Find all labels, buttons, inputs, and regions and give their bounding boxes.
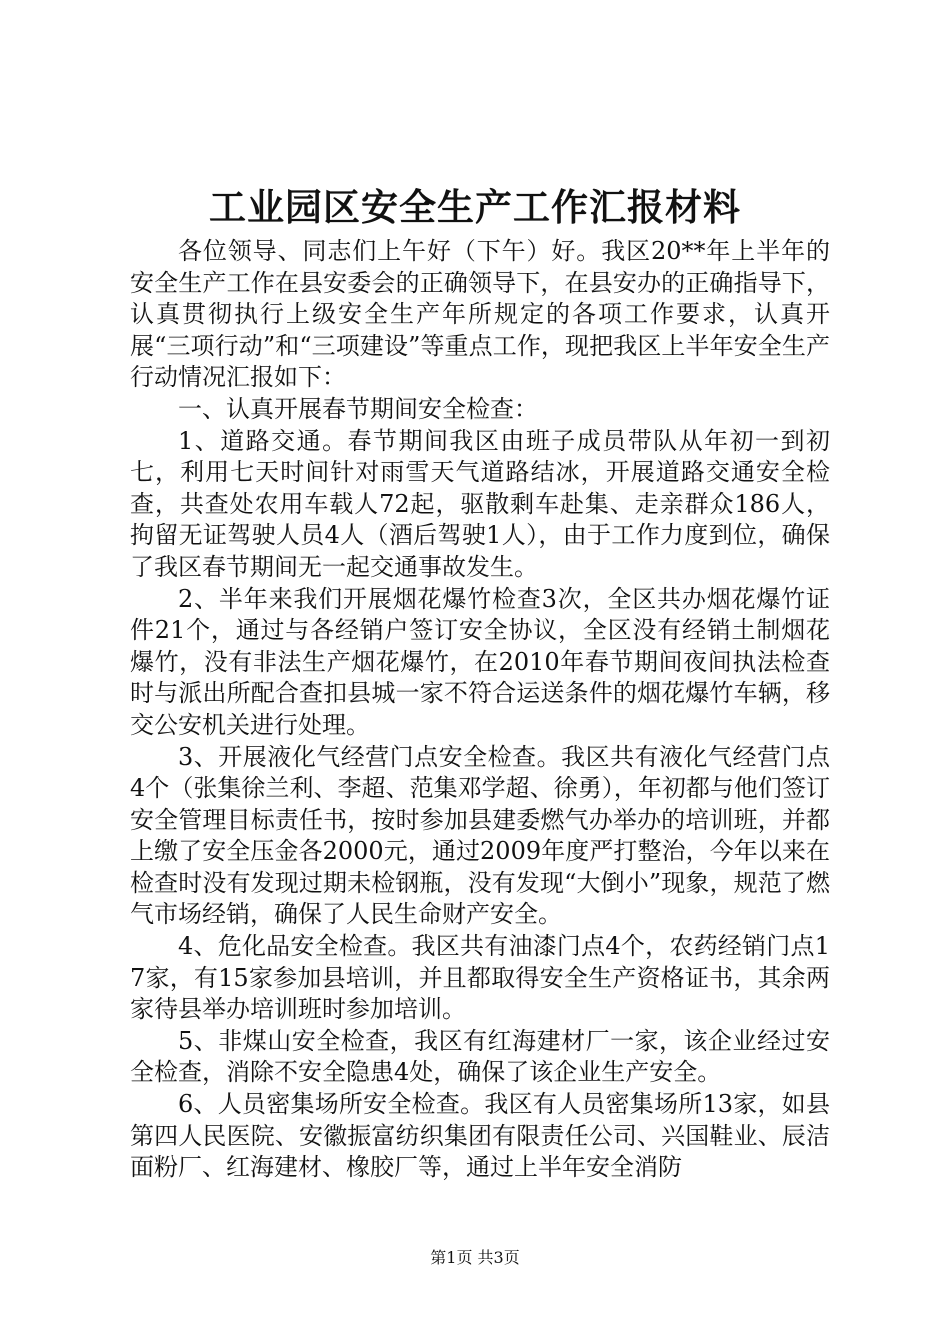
paragraph-intro: 各位领导、同志们上午好（下午）好。我区20**年上半年的安全生产工作在县安委会的正确领导下，在县安办的正确指导下，认真贯彻执行上级安全生产年所规定的各项工作要求，认真开展“三项行动”和“三项建设”等重点工作，现把我区上半年安全生产行动情况汇报如下： xyxy=(130,237,830,392)
paragraph-item-4: 4、危化品安全检查。我区共有油漆门点4个，农药经销门点17家，有15家参加县培训，并且都取得安全生产资格证书，其余两家待县举办培训班时参加培训。 xyxy=(130,932,830,1024)
paragraph-item-3: 3、开展液化气经营门点安全检查。我区共有液化气经营门点4个（张集徐兰利、李超、范集邓学超、徐勇），年初都与他们签订安全管理目标责任书，按时参加县建委燃气办举办的培训班，并都上缴了安全压金各2000元，通过2009年度严打整治，今年以来在检查时没有发现过期未检钢瓶，没有发现“大倒小”现象，规范了燃气市场经销，确保了人民生命财产安全。 xyxy=(130,742,830,929)
page-number-footer: 第1页 共3页 xyxy=(430,1248,520,1267)
paragraph-item-5: 5、非煤山安全检查，我区有红海建材厂一家，该企业经过安全检查，消除不安全隐患4处，确保了该企业生产安全。 xyxy=(130,1026,830,1087)
paragraph-item-2: 2、半年来我们开展烟花爆竹检查3次，全区共办烟花爆竹证件21个，通过与各经销户签订安全协议，全区没有经销土制烟花爆竹，没有非法生产烟花爆竹，在2010年春节期间夜间执法检查时与派出所配合查扣县城一家不符合运送条件的烟花爆竹车辆，移交公安机关进行处理。 xyxy=(130,584,830,739)
document-body xyxy=(130,236,830,1184)
paragraph-item-6: 6、人员密集场所安全检查。我区有人员密集场所13家，如县第四人民医院、安徽振富纺织集团有限责任公司、兴国鞋业、辰洁面粉厂、红海建材、橡胶厂等，通过上半年安全消防 xyxy=(130,1090,830,1182)
paragraph-item-1: 1、道路交通。春节期间我区由班子成员带队从年初一到初七，利用七天时间针对雨雪天气道路结冰，开展道路交通安全检查，共查处农用车载人72起，驱散剩车赴集、走亲群众186人，拘留无证驾驶人员4人（酒后驾驶1人），由于工作力度到位，确保了我区春节期间无一起交通事故发生。 xyxy=(130,426,830,581)
paragraph-section-heading: 一、认真开展春节期间安全检查： xyxy=(178,394,538,423)
document-title: 工业园区安全生产工作汇报材料 xyxy=(209,185,741,229)
